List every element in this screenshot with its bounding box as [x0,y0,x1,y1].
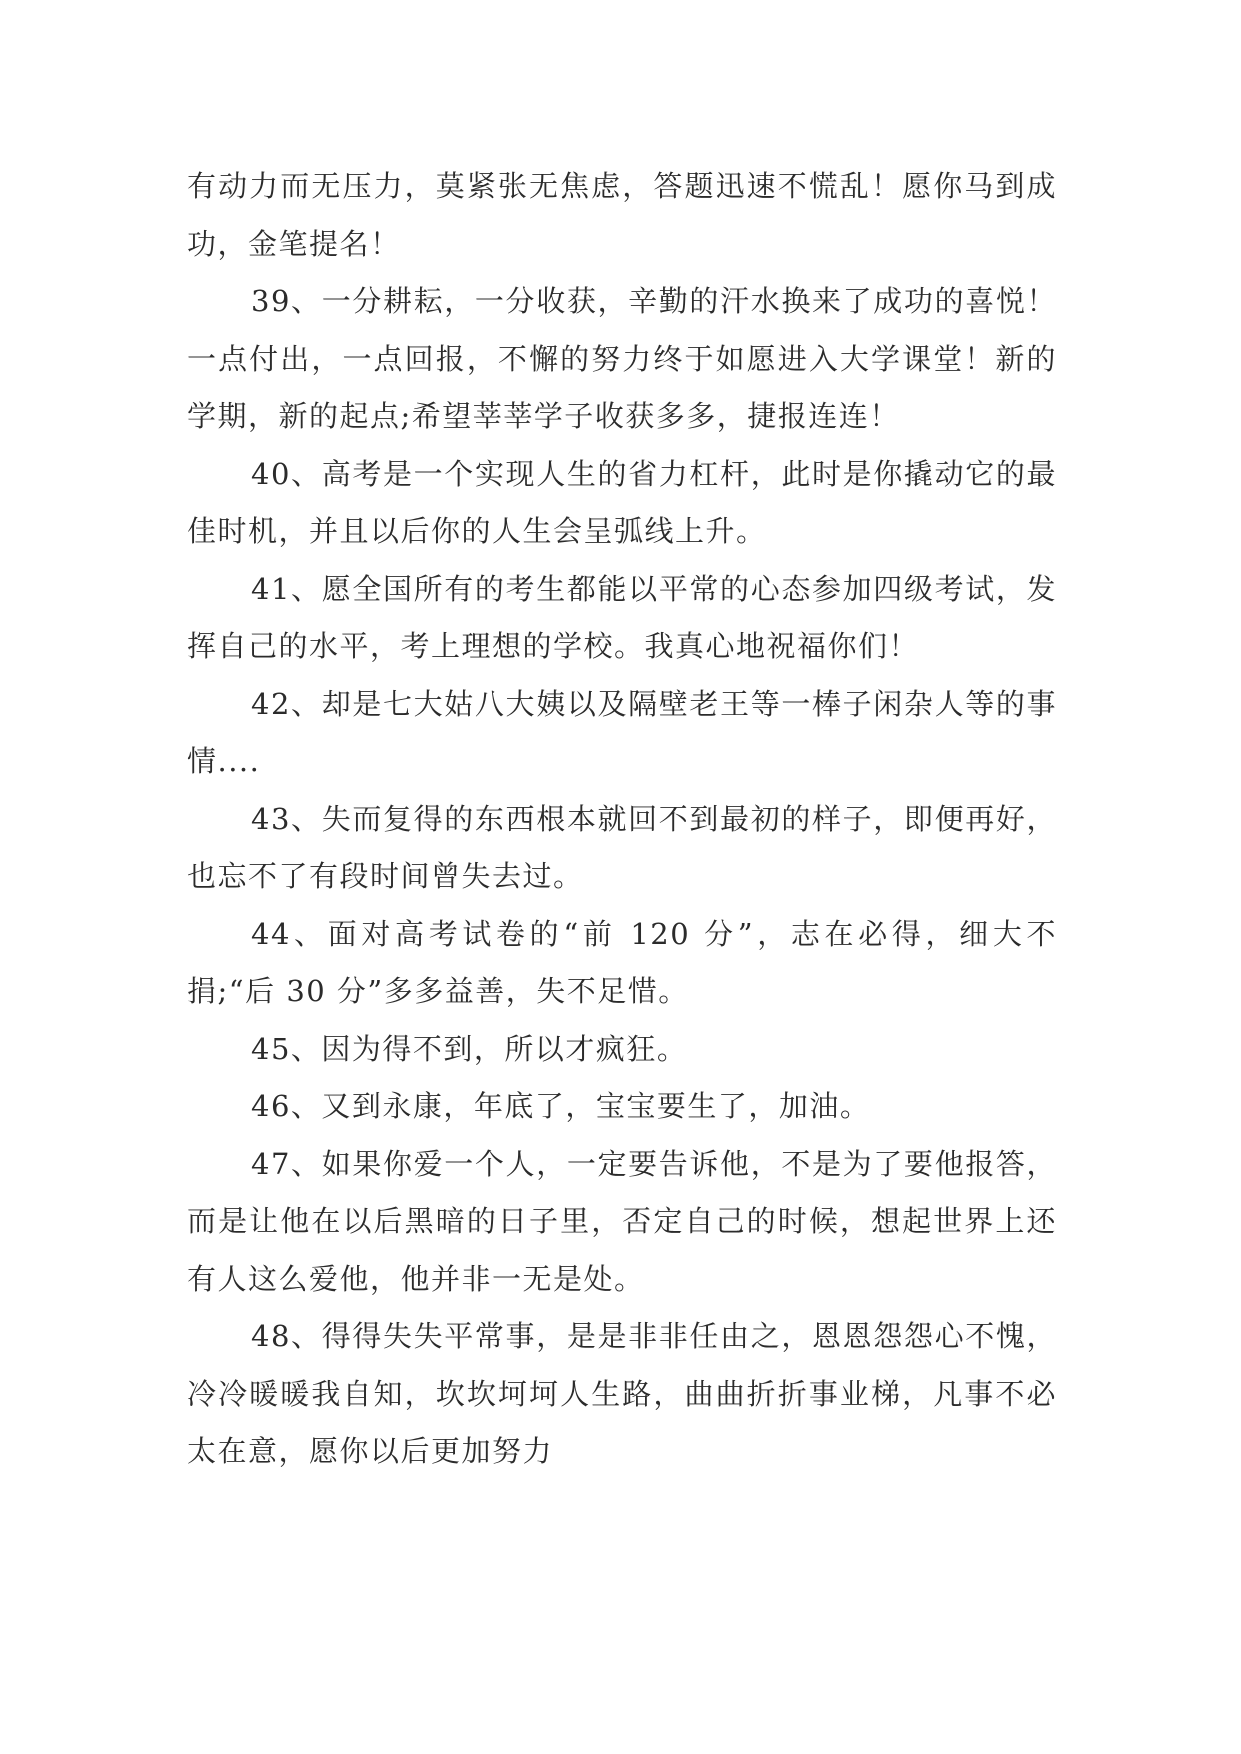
paragraph-41: 41、愿全国所有的考生都能以平常的心态参加四级考试，发挥自己的水平，考上理想的学校。我真心地祝福你们！ [187,571,1057,663]
paragraph-45: 45、因为得不到，所以才疯狂。 [251,1031,688,1066]
paragraph-47: 47、如果你爱一个人，一定要告诉他，不是为了要他报答，而是让他在以后黑暗的日子里，否定自己的时候，想起世界上还有人这么爱他，他并非一无是处。 [187,1146,1057,1296]
paragraph-38-continued: 有动力而无压力，莫紧张无焦虑，答题迅速不慌乱！愿你马到成功，金笔提名！ [187,169,1057,261]
paragraph-48: 48、得得失失平常事，是是非非任由之，恩恩怨怨心不愧，冷冷暖暖我自知，坎坎坷坷人生路，曲曲折折事业梯，凡事不必太在意，愿你以后更加努力 [187,1319,1057,1468]
paragraph-46: 46、又到永康，年底了，宝宝要生了，加油。 [251,1089,871,1123]
paragraph-43: 43、失而复得的东西根本就回不到最初的样子，即便再好，也忘不了有段时间曾失去过。 [187,801,1057,893]
document-body [187,158,1057,1481]
paragraph-40: 40、高考是一个实现人生的省力杠杆，此时是你撬动它的最佳时机，并且以后你的人生会呈弧线上升。 [187,456,1057,548]
paragraph-44: 44、面对高考试卷的“前 120 分”，志在必得，细大不捐;“后 30 分”多多益善，失不足惜。 [187,916,1057,1008]
paragraph-42: 42、却是七大姑八大姨以及隔壁老王等一棒子闲杂人等的事情.... [187,686,1057,778]
paragraph-39: 39、一分耕耘，一分收获，辛勤的汗水换来了成功的喜悦！一点付出，一点回报，不懈的努力终于如愿进入大学课堂！新的学期，新的起点;希望莘莘学子收获多多，捷报连连！ [187,284,1057,433]
